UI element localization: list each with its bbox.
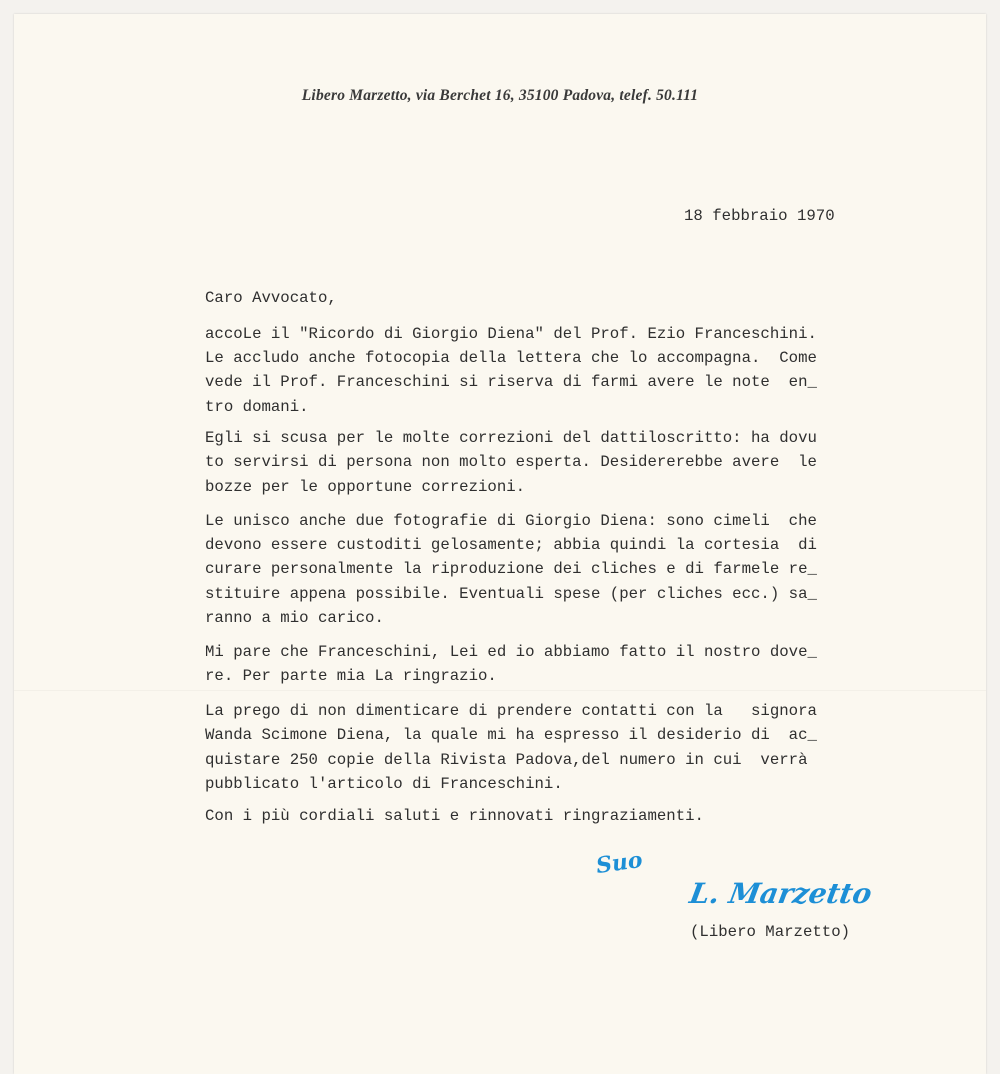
paragraph-3-line: devono essere custoditi gelosamente; abbia quindi la cortesia di bbox=[205, 536, 817, 554]
paragraph-3-line: stituire appena possibile. Eventuali spese (per cliches ecc.) sa_ bbox=[205, 585, 817, 603]
paragraph-1-line: Le accludo anche fotocopia della lettera che lo accompagna. Come bbox=[205, 349, 817, 367]
paragraph-3-line: ranno a mio carico. bbox=[205, 609, 384, 627]
paper-fold bbox=[14, 690, 986, 691]
paragraph-2-line: to servirsi di persona non molto esperta. Desidererebbe avere le bbox=[205, 453, 817, 471]
paragraph-3-line: Le unisco anche due fotografie di Giorgio Diena: sono cimeli che bbox=[205, 512, 817, 530]
paragraph-2-line: bozze per le opportune correzioni. bbox=[205, 478, 526, 496]
typed-signature-name: (Libero Marzetto) bbox=[690, 923, 851, 941]
paragraph-1-line: tro domani. bbox=[205, 398, 309, 416]
salutation: Caro Avvocato, bbox=[205, 289, 337, 307]
paragraph-5-line: pubblicato l'articolo di Franceschini. bbox=[205, 775, 563, 793]
paragraph-5-line: La prego di non dimenticare di prendere contatti con la signora bbox=[205, 702, 817, 720]
paragraph-1-line: vede il Prof. Franceschini si riserva di farmi avere le note en_ bbox=[205, 373, 817, 391]
letterhead: Libero Marzetto, via Berchet 16, 35100 Padova, telef. 50.111 bbox=[301, 87, 699, 104]
paragraph-6-line: Con i più cordiali saluti e rinnovati ringraziamenti. bbox=[205, 807, 704, 825]
paragraph-2-line: Egli si scusa per le molte correzioni del dattiloscritto: ha dovu bbox=[205, 429, 817, 447]
paragraph-3-line: curare personalmente la riproduzione dei cliches e di farmele re_ bbox=[205, 560, 817, 578]
paragraph-1-line: accoLe il "Ricordo di Giorgio Diena" del Prof. Ezio Franceschini. bbox=[205, 325, 817, 343]
paragraph-4-line: Mi pare che Franceschini, Lei ed io abbiamo fatto il nostro dove_ bbox=[205, 643, 817, 661]
handwritten-closing: Suo bbox=[594, 846, 645, 880]
handwritten-signature: L. Marzetto bbox=[687, 877, 875, 910]
paragraph-5-line: quistare 250 copie della Rivista Padova,del numero in cui verrà bbox=[205, 751, 808, 769]
letter-date: 18 febbraio 1970 bbox=[684, 207, 835, 225]
paragraph-5-line: Wanda Scimone Diena, la quale mi ha espresso il desiderio di ac_ bbox=[205, 726, 817, 744]
paragraph-4-line: re. Per parte mia La ringrazio. bbox=[205, 667, 497, 685]
